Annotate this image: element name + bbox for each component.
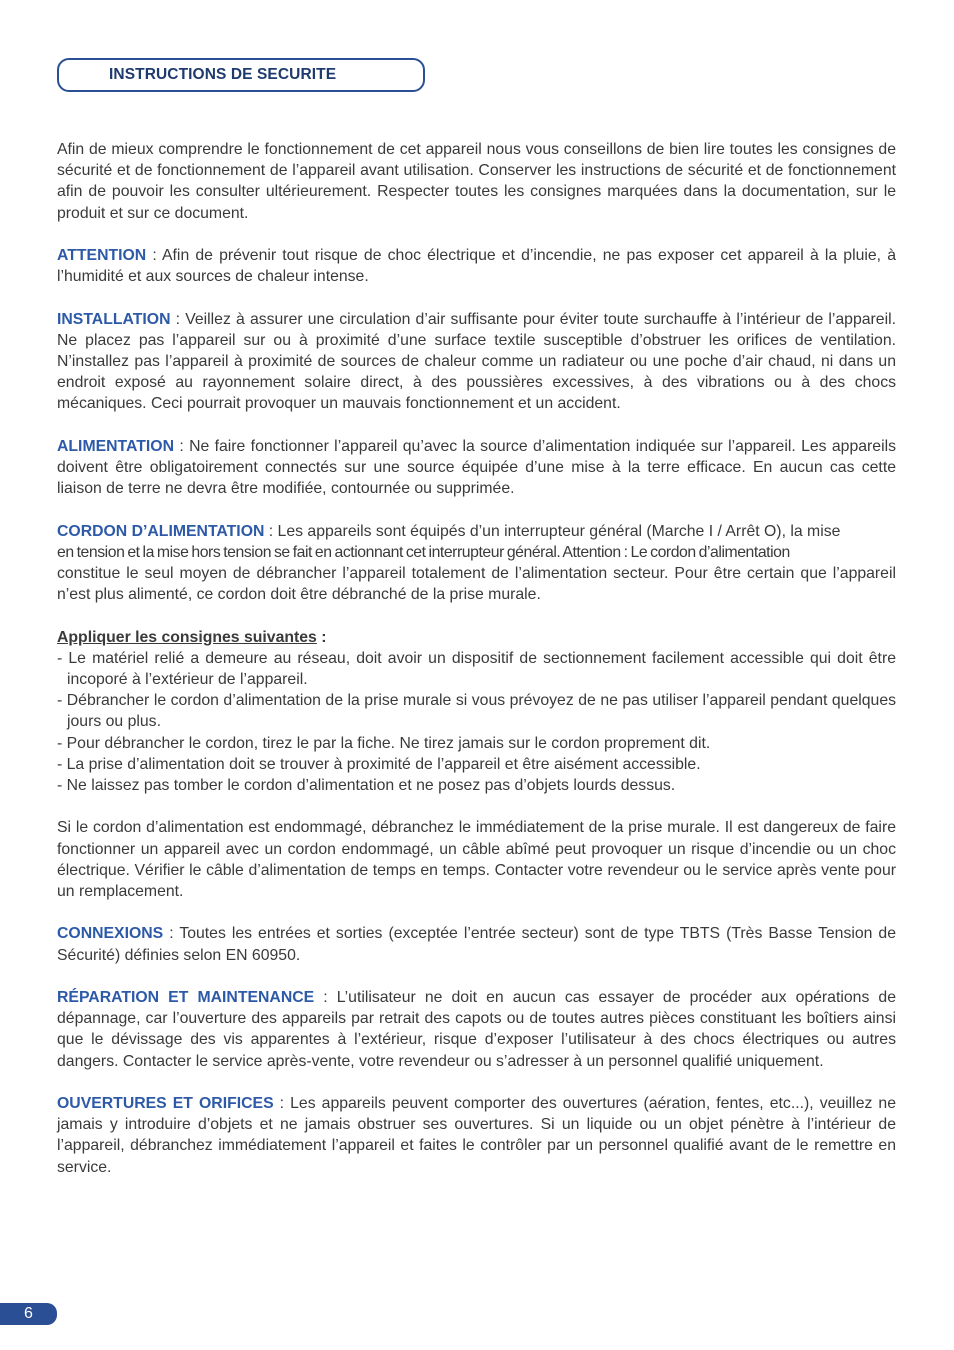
alimentation-label: ALIMENTATION bbox=[57, 437, 174, 455]
list-item: - Pour débrancher le cordon, tirez le par la fiche. Ne tirez jamais sur le cordon proprement dit. bbox=[57, 734, 711, 752]
reparation-text: : L’utilisateur ne doit en aucun cas essayer de procéder aux opérations de dépannage, car l’ouverture des appareils par retrait des capots ou de toutes autres pièces constituant les boîtiers ainsi que le dévissage des vis apparentes à l’extérieur, risque d’exposer l’utilisateur à des chocs électriques ou autres dangers. Contacter le service après-vente, votre revendeur ou s’adresser à un personnel qualifié uniquement. bbox=[57, 989, 896, 1070]
cordon-text-b: en tension et la mise hors tension se fait en actionnant cet interrupteur général. Attention : Le cordon d’alimentation bbox=[57, 543, 790, 561]
intro-paragraph: Afin de mieux comprendre le fonctionnement de cet appareil nous vous conseillons de bien lire toutes les consignes de sécurité et de fonctionnement de l’appareil avant utilisation. Conserver les instructions de sécurité et de fonctionnement afin de pouvoir les consulter ultérieurement. Respecter toutes les consignes marquées dans la documentation, sur le produit et sur ce document. bbox=[57, 141, 896, 222]
document-body bbox=[57, 139, 896, 1199]
connexions-label: CONNEXIONS bbox=[57, 925, 164, 943]
reparation-label: RÉPARATION ET MAINTENANCE bbox=[57, 989, 315, 1006]
list-item: - Ne laissez pas tomber le cordon d’alimentation et ne posez pas d’objets lourds dessus. bbox=[57, 777, 676, 795]
connexions-text: : Toutes les entrées et sorties (exceptée l’entrée secteur) sont de type TBTS (Très Basse Tension de Sécurité) définies selon EN 60950. bbox=[57, 925, 896, 964]
attention-paragraph bbox=[57, 245, 896, 287]
consignes-heading-suffix: : bbox=[316, 628, 327, 646]
list-item: - La prise d’alimentation doit se trouver à proximité de l’appareil et être aisément accessible. bbox=[57, 755, 701, 773]
reparation-paragraph bbox=[57, 987, 896, 1072]
installation-paragraph bbox=[57, 309, 896, 415]
cordon-text-a: : Les appareils sont équipés d’un interrupteur général (Marche I / Arrêt O), la mise bbox=[264, 522, 841, 540]
consignes-heading bbox=[57, 627, 896, 648]
damage-paragraph: Si le cordon d’alimentation est endommagé, débranchez le immédiatement de la prise murale. Il est dangereux de faire fonctionner un appareil avec un cordon endommagé, un câble abîmé peut provoquer un risque d’incendie ou un choc électrique. Vérifier le câble d’alimentation de temps en temps. Contacter votre revendeur ou le service après vente pour un remplacement. bbox=[57, 819, 896, 901]
list-item: - Le matériel relié a demeure au réseau, doit avoir un dispositif de sectionnement facilement accessible qui doit être incoporé à l’extérieur de l’appareil. bbox=[57, 649, 896, 688]
list-item: - Débrancher le cordon d’alimentation de la prise murale si vous prévoyez de ne pas utiliser l’appareil pendant quelques jours ou plus. bbox=[57, 692, 896, 731]
section-header bbox=[57, 58, 425, 92]
cordon-text-c: constitue le seul moyen de débrancher l’appareil totalement de l’alimentation secteur. Pour être certain que l’appareil n’est plus alimenté, ce cordon doit être débranché de la prise murale. bbox=[57, 565, 896, 604]
ouvertures-label: OUVERTURES ET ORIFICES bbox=[57, 1095, 274, 1112]
connexions-paragraph bbox=[57, 923, 896, 965]
cordon-label: CORDON D’ALIMENTATION bbox=[57, 522, 265, 540]
consignes-list bbox=[57, 648, 896, 796]
attention-label: ATTENTION bbox=[57, 247, 147, 264]
page-number: 6 bbox=[0, 1303, 57, 1325]
installation-text: : Veillez à assurer une circulation d’air suffisante pour éviter toute surchauffe à l’intérieur de l’appareil. Ne placez pas l’appareil sur ou à proximité d’une surface textile susceptible d’obstruer les orifices de ventilation. N’installez pas l’appareil à proximité de sources de chaleur comme un radiateur ou une poche d’air chaud, ni dans un endroit exposé au rayonnement solaire direct, à des poussières excessives, à des vibrations ou à des chocs mécaniques. Ceci pourrait provoquer un mauvais fonctionnement et un accident. bbox=[57, 310, 896, 413]
page-title: INSTRUCTIONS DE SECURITE bbox=[109, 66, 337, 83]
ouvertures-text: : Les appareils peuvent comporter des ouvertures (aération, fentes, etc...), veuillez ne jamais y introduire d’objets et ne jamais obstruer ses ouvertures. Si un liquide ou un objet pénètre à l’intérieur de l’appareil, débranchez immédiatement l’appareil et faites le contrôler par un personnel qualifié avant de le remettre en service. bbox=[57, 1095, 897, 1176]
alimentation-text: : Ne faire fonctionner l’appareil qu’avec la source d’alimentation indiquée sur l’appareil. Les appareils doivent être obligatoirement connectés sur une source équipée d’une mise à la terre efficace. En aucun cas cette liaison de terre ne devra être modifiée, contournée ou supprimée. bbox=[57, 437, 896, 498]
cordon-paragraph bbox=[57, 521, 896, 606]
consignes-heading-text: Appliquer les consignes suivantes bbox=[57, 628, 317, 646]
alimentation-paragraph bbox=[57, 436, 896, 500]
ouvertures-paragraph bbox=[57, 1093, 896, 1178]
attention-text: : Afin de prévenir tout risque de choc électrique et d’incendie, ne pas exposer cet appareil à la pluie, à l’humidité et aux sources de chaleur intense. bbox=[57, 247, 896, 286]
installation-label: INSTALLATION bbox=[57, 310, 171, 328]
